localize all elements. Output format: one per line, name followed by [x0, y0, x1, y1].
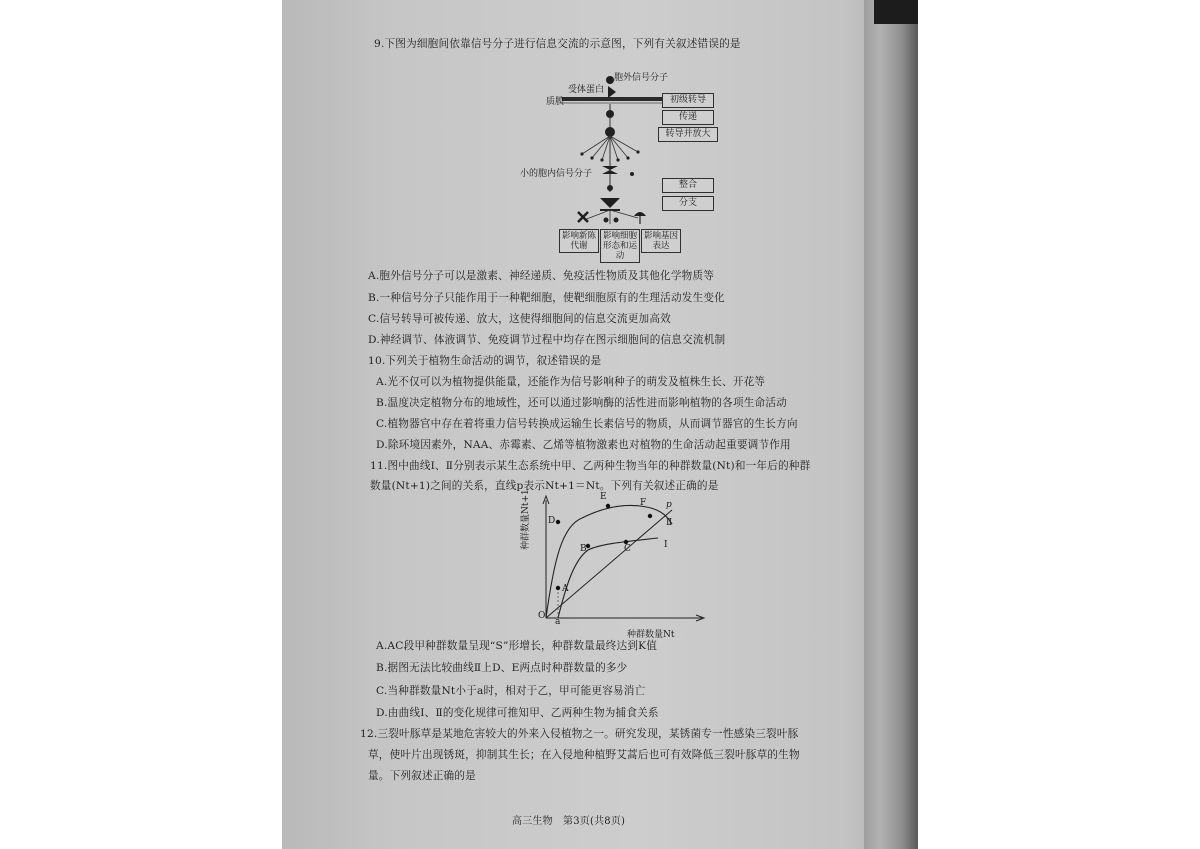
curve-label-ii: Ⅱ	[666, 518, 673, 528]
box-transduce-amplify: 转导并放大	[658, 127, 718, 142]
q9-option-d: D.神经调节、体液调节、免疫调节过程中均存在图示细胞间的信息交流机制	[368, 334, 726, 346]
q11-stem-line-1: 11.图中曲线Ⅰ、Ⅱ分别表示某生态系统中甲、乙两种生物当年的种群数量(Nt)和一年后的种群	[370, 460, 811, 472]
graph-origin-label: O	[538, 611, 546, 621]
point-label-f: F	[640, 498, 647, 508]
branch-line-right	[610, 210, 638, 218]
point-label-a: A	[562, 584, 569, 594]
label-extracellular-signal: 胞外信号分子	[614, 73, 669, 83]
q12-line-2: 草，使叶片出现锈斑，抑制其生长；在入侵地种植野艾蒿后也可有效降低三裂叶豚草的生物	[368, 749, 800, 761]
q9-option-a: A.胞外信号分子可以是激素、神经递质、免疫活性物质及其他化学物质等	[368, 270, 715, 282]
q10-option-c: C.植物器官中存在着将重力信号转换成运输生长素信号的物质，从而调节器官的生长方向	[376, 418, 798, 430]
q12-line-1: 12.三裂叶豚草是某地危害较大的外来入侵植物之一。研究发现，某锈菌专一性感染三裂叶豚	[360, 728, 799, 740]
q12-line-3: 量。下列叙述正确的是	[368, 770, 476, 782]
point-label-b: B	[580, 544, 587, 554]
small-messenger-dot	[630, 172, 634, 176]
divergence-protein-shape	[600, 198, 620, 208]
q9-option-c: C.信号转导可被传递、放大，这使得细胞间的信息交流更加高效	[368, 313, 671, 325]
label-receptor-protein: 受体蛋白	[568, 85, 605, 95]
q9-option-b: B.一种信号分子只能作用于一种靶细胞，使靶细胞原有的生理活动发生变化	[368, 292, 725, 304]
q11-option-a: A.AC段甲种群数量呈现“S”形增长，种群数量最终达到K值	[376, 640, 658, 652]
q11-population-graph	[522, 490, 722, 650]
label-membrane: 质膜	[546, 97, 565, 107]
point-label-e: E	[600, 492, 607, 502]
gene-regulator-shape	[634, 212, 646, 216]
receptor-protein-shape	[608, 86, 616, 98]
exam-page	[282, 0, 918, 849]
q10-option-a: A.光不仅可以为植物提供能量，还能作为信号影响种子的萌发及植株生长、开花等	[376, 376, 766, 388]
graph-x-tick-a: a	[555, 617, 561, 627]
box-divergence: 分支	[662, 196, 714, 211]
box-relay: 传递	[662, 110, 714, 125]
box-effect-gene-expression: 影响基因表达	[641, 229, 681, 253]
line-p	[546, 510, 672, 618]
q11-stem-line-2: 数量(Nt+1)之间的关系，直线p表示Nt+1＝Nt。下列有关叙述正确的是	[370, 480, 719, 492]
curve-ii	[546, 506, 672, 619]
curve-i	[558, 538, 658, 618]
page-footer: 高三生物 第3页(共8页)	[512, 816, 626, 827]
dark-corner	[874, 0, 918, 24]
q10-option-d: D.除环境因素外，NAA、赤霉素、乙烯等植物激素也对植物的生命活动起重要调节作用	[376, 439, 791, 451]
metabolic-enzyme-shape	[578, 212, 588, 222]
box-effect-morphology: 影响细胞形态和运动	[600, 229, 640, 263]
q11-option-b: B.据图无法比较曲线Ⅱ上D、E两点时种群数量的多少	[376, 662, 628, 674]
primary-transducer-shape	[606, 110, 614, 118]
q9-stem: 9.下图为细胞间依靠信号分子进行信息交流的示意图，下列有关叙述错误的是	[374, 38, 741, 50]
q10-stem: 10.下列关于植物生命活动的调节，叙述错误的是	[368, 355, 602, 367]
q10-option-b: B.温度决定植物分布的地域性，还可以通过影响酶的活性进而影响植物的各项生命活动	[376, 397, 787, 409]
box-effect-metabolism: 影响新陈代谢	[559, 229, 599, 253]
cytoskeleton-protein-shape	[604, 218, 609, 223]
q11-option-d: D.由曲线Ⅰ、Ⅱ的变化规律可推知甲、乙两种生物为捕食关系	[376, 707, 659, 719]
box-primary-transduction: 初级转导	[662, 93, 714, 108]
curve-label-i: Ⅰ	[664, 540, 668, 550]
graph-y-axis-label: 种群数量Nt+1	[521, 489, 531, 550]
point-label-c: C	[624, 544, 631, 554]
extracellular-ligand-shape	[606, 76, 614, 84]
relay-protein-shape	[605, 127, 615, 137]
label-small-signal: 小的胞内信号分子	[520, 169, 593, 179]
book-spine	[864, 0, 918, 849]
population-graph-svg	[522, 490, 722, 650]
cytoskeleton-protein-shape	[614, 218, 619, 223]
integrator-node-shape	[607, 185, 613, 191]
q11-option-c: C.当种群数量Nt小于a时，相对于乙，甲可能更容易消亡	[376, 685, 646, 697]
integrator-protein-shape	[602, 166, 618, 174]
graph-x-axis-label: 种群数量Nt	[627, 630, 675, 640]
curve-label-p: p	[666, 500, 672, 510]
point-label-d: D	[548, 516, 556, 526]
box-integration: 整合	[662, 178, 714, 193]
